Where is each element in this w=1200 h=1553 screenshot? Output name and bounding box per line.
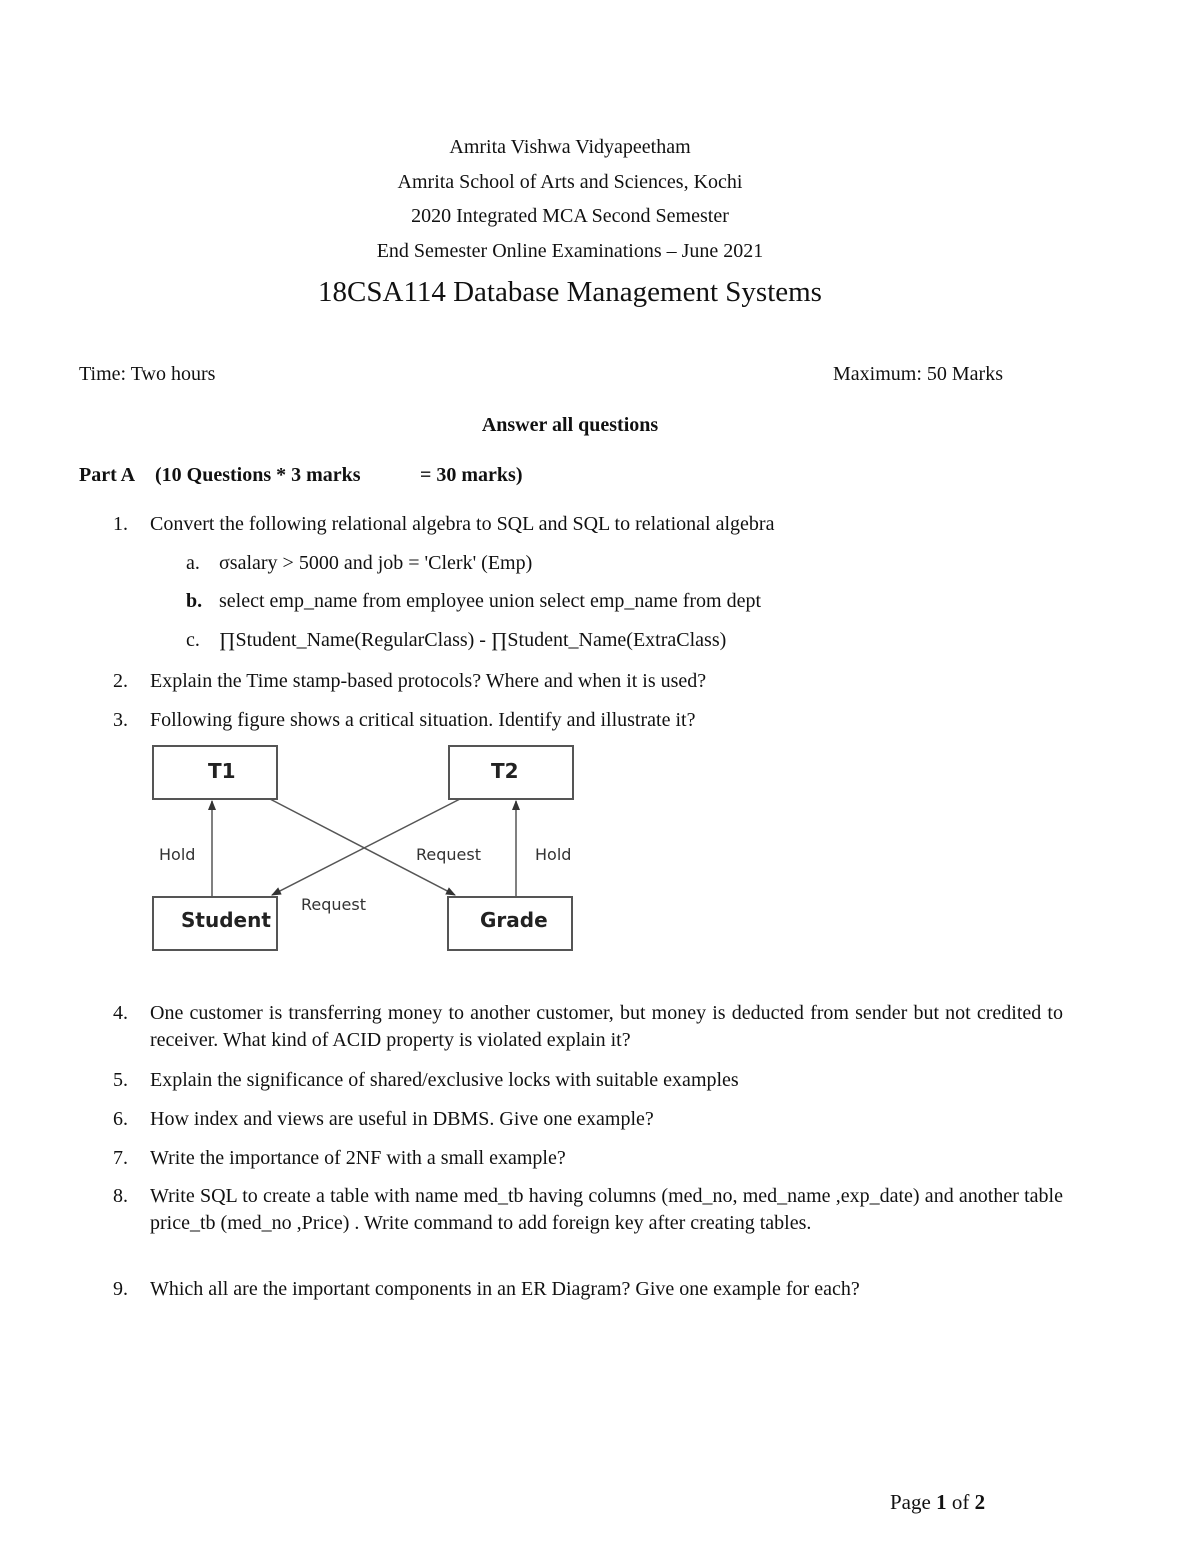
question-1 bbox=[113, 511, 1063, 538]
question-number: 7. bbox=[113, 1147, 128, 1169]
question-7 bbox=[113, 1145, 1063, 1172]
question-text: Convert the following relational algebra to SQL and SQL to relational algebra bbox=[150, 513, 775, 535]
deadlock-diagram bbox=[145, 740, 585, 960]
hold-label-right: Hold bbox=[535, 845, 572, 864]
question-number: 2. bbox=[113, 670, 128, 692]
t1-label: T1 bbox=[208, 759, 236, 783]
part-a-scheme: (10 Questions * 3 marks bbox=[155, 464, 361, 486]
current-page: 1 bbox=[936, 1490, 947, 1514]
sub-letter: a. bbox=[186, 552, 200, 574]
question-3 bbox=[113, 707, 1063, 734]
question-text: Explain the Time stamp-based protocols? Where and when it is used? bbox=[150, 670, 707, 692]
t2-label: T2 bbox=[491, 759, 519, 783]
part-a-total: = 30 marks) bbox=[420, 464, 523, 486]
maximum-marks: Maximum: 50 Marks bbox=[833, 363, 1003, 385]
program-name: 2020 Integrated MCA Second Semester bbox=[411, 205, 729, 227]
question-number: 9. bbox=[113, 1278, 128, 1300]
question-9 bbox=[113, 1276, 1063, 1303]
sub-letter: c. bbox=[186, 629, 200, 651]
sub-text: ∏Student_Name(RegularClass) - ∏Student_Name(ExtraClass) bbox=[219, 629, 727, 651]
instruction: Answer all questions bbox=[481, 414, 659, 436]
page-of: of bbox=[946, 1490, 975, 1514]
request-label-left: Request bbox=[301, 895, 366, 914]
course-title: 18CSA114 Database Management Systems bbox=[318, 276, 822, 308]
page-prefix: Page bbox=[890, 1490, 937, 1514]
question-number: 1. bbox=[113, 513, 128, 535]
question-text: How index and views are useful in DBMS. Give one example? bbox=[150, 1108, 654, 1130]
page-number bbox=[890, 1490, 985, 1515]
question-4 bbox=[113, 1000, 1063, 1054]
question-text: Following figure shows a critical situation. Identify and illustrate it? bbox=[150, 709, 696, 731]
university-name: Amrita Vishwa Vidyapeetham bbox=[449, 136, 691, 158]
question-2 bbox=[113, 668, 1063, 695]
grade-label: Grade bbox=[480, 908, 548, 932]
question-8 bbox=[113, 1183, 1063, 1237]
question-number: 5. bbox=[113, 1069, 128, 1091]
question-text: One customer is transferring money to another customer, but money is deducted from sender but not credited to receiver. What kind of ACID property is violated explain it? bbox=[150, 1002, 1063, 1051]
question-text: Which all are the important components in an ER Diagram? Give one example for each? bbox=[150, 1278, 860, 1300]
question-text: Write SQL to create a table with name med_tb having columns (med_no, med_name ,exp_date) and another table price_tb (med_no ,Price) . Write command to add foreign key after creating tables. bbox=[150, 1185, 1063, 1234]
question-text: Write the importance of 2NF with a small example? bbox=[150, 1147, 566, 1169]
exam-duration: Time: Two hours bbox=[79, 363, 216, 385]
question-number: 8. bbox=[113, 1185, 128, 1207]
request-label-right: Request bbox=[416, 845, 481, 864]
question-5 bbox=[113, 1067, 1063, 1094]
question-1b bbox=[186, 590, 761, 613]
question-number: 6. bbox=[113, 1108, 128, 1130]
question-text: Explain the significance of shared/exclusive locks with suitable examples bbox=[150, 1069, 739, 1091]
sub-text: select emp_name from employee union select emp_name from dept bbox=[219, 590, 762, 612]
question-number: 3. bbox=[113, 709, 128, 731]
question-1c bbox=[186, 629, 726, 652]
question-6 bbox=[113, 1106, 1063, 1133]
sub-text: σsalary > 5000 and job = 'Clerk' (Emp) bbox=[219, 552, 533, 574]
question-number: 4. bbox=[113, 1002, 128, 1024]
sub-letter: b. bbox=[186, 590, 203, 612]
question-1a bbox=[186, 552, 532, 575]
part-a-label: Part A bbox=[79, 464, 136, 486]
hold-label-left: Hold bbox=[159, 845, 196, 864]
student-label: Student bbox=[181, 908, 271, 932]
school-name: Amrita School of Arts and Sciences, Kochi bbox=[397, 171, 743, 193]
exam-name: End Semester Online Examinations – June 2021 bbox=[376, 240, 764, 262]
total-pages: 2 bbox=[974, 1490, 986, 1514]
